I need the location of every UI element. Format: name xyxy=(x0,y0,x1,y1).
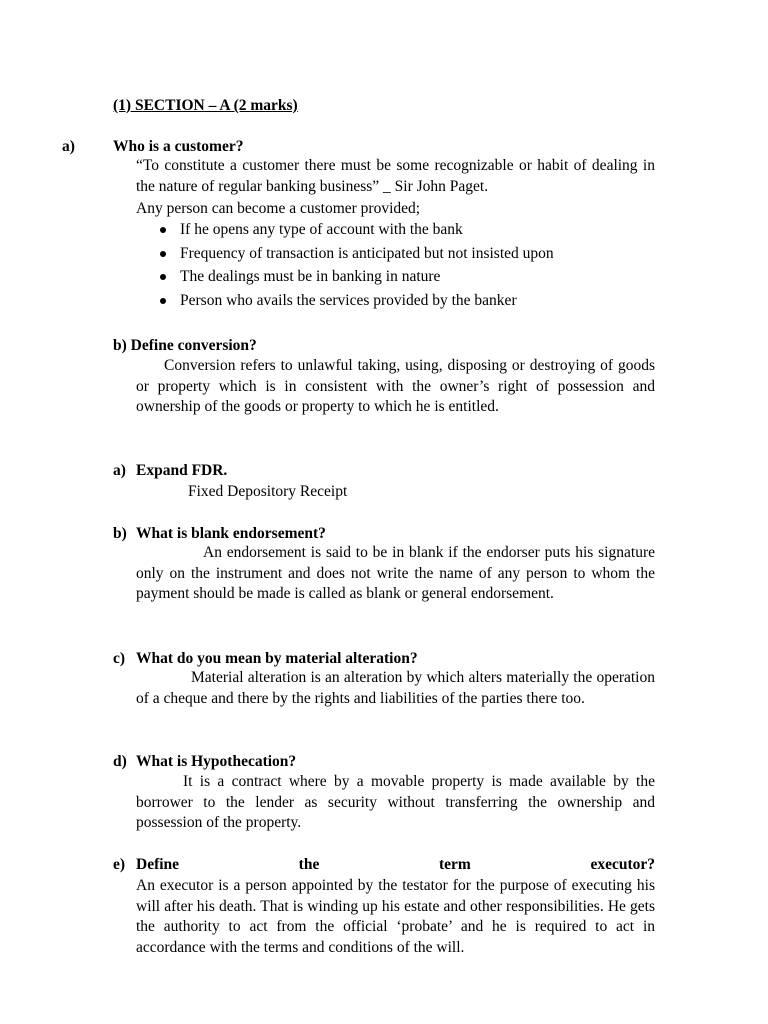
fdr-answer: Fixed Depository Receipt xyxy=(188,483,348,500)
question-heading-executor xyxy=(136,855,655,875)
blank-endorsement-answer: An endorsement is said to be in blank if the endorser puts his signature only on the instrument and does not write the name of any person to whom the payment should be made is called as blank or general endorsement. xyxy=(136,544,655,603)
question-heading-blank-endorsement: What is blank endorsement? xyxy=(136,525,326,542)
bullet-icon xyxy=(160,251,166,257)
heading-word: the xyxy=(298,856,320,873)
executor-answer: An executor is a person appointed by the testator for the purpose of executing his will after his death. That is winding up his estate and other responsibilities. He gets the authority to act from the official ‘probate’ and he is required to act in accordance with the terms and conditions of the will. xyxy=(136,877,655,956)
bullet-text: If he opens any type of account with the bank xyxy=(180,221,463,238)
list-item xyxy=(136,267,554,291)
list-item xyxy=(136,220,554,244)
bullet-icon xyxy=(160,298,166,304)
section-header: (1) SECTION – A (2 marks) xyxy=(113,97,298,114)
customer-intro: Any person can become a customer provided; xyxy=(136,200,421,217)
question-label-a2: a) xyxy=(113,462,126,479)
bullet-text: Person who avails the services provided by the banker xyxy=(180,291,517,309)
bullet-icon xyxy=(160,274,166,280)
bullet-text: The dealings must be in banking in nature xyxy=(180,268,441,285)
conversion-answer: Conversion refers to unlawful taking, using, disposing or destroying of goods or property which is in consistent with the owner’s right of possession and ownership of the goods or property to which he is entitled. xyxy=(136,357,655,416)
list-item xyxy=(136,244,554,268)
bullet-text: Frequency of transaction is anticipated but not insisted upon xyxy=(180,244,554,262)
heading-word: executor? xyxy=(590,856,655,873)
question-heading-hypothecation: What is Hypothecation? xyxy=(136,753,297,770)
hypothecation-answer: It is a contract where by a movable property is made available by the borrower to the lender as security without transferring the ownership and possession of the property. xyxy=(136,773,655,832)
customer-bullet-list xyxy=(136,220,554,314)
question-heading-customer: Who is a customer? xyxy=(113,138,244,155)
question-label-d: d) xyxy=(113,753,127,770)
question-label-e: e) xyxy=(113,856,126,873)
heading-word: term xyxy=(438,856,471,873)
question-label-b2: b) xyxy=(113,525,127,542)
question-heading-material-alteration: What do you mean by material alteration? xyxy=(136,650,418,667)
question-heading-conversion: b) Define conversion? xyxy=(113,337,257,354)
list-item xyxy=(136,291,554,315)
question-label-a1: a) xyxy=(62,138,75,155)
bullet-icon xyxy=(160,227,166,233)
question-label-c: c) xyxy=(113,650,126,667)
question-heading-fdr: Expand FDR. xyxy=(136,462,228,479)
material-alteration-answer: Material alteration is an alteration by which alters materially the operation of a cheque and there by the rights and liabilities of the parties there too. xyxy=(136,669,655,707)
heading-word: Define xyxy=(136,856,180,873)
customer-quote: “To constitute a customer there must be some recognizable or habit of dealing in the nature of regular banking business” _ Sir John Paget. xyxy=(136,157,655,195)
